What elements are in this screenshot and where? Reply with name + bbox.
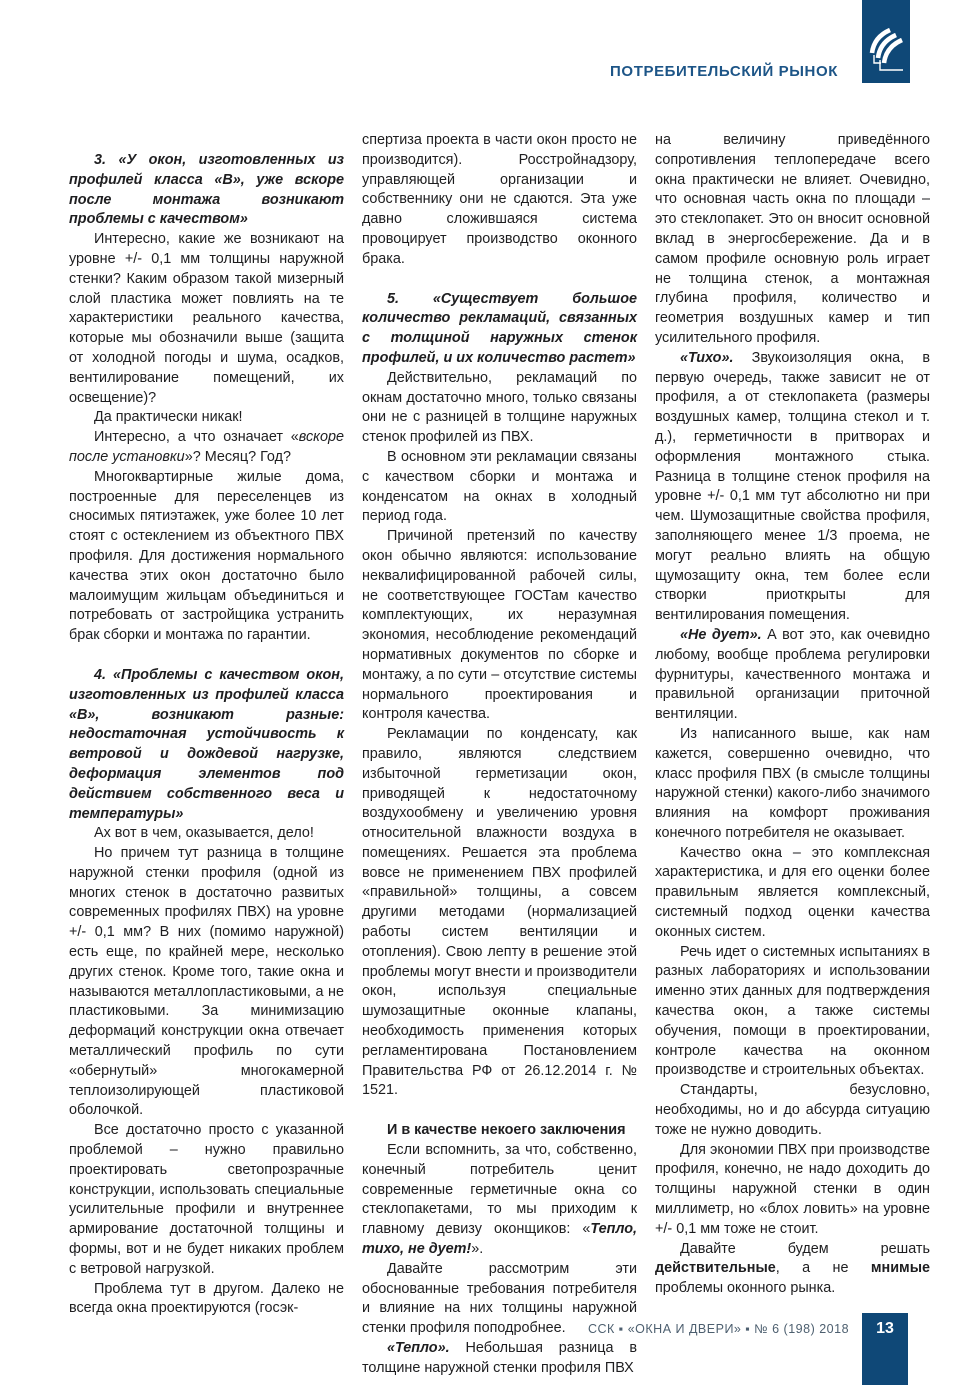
text-segment: В основном эти рекламации связаны с качеством сборки и монтажа и конденсатом на окнах в холодный период года. [362, 448, 637, 525]
paragraph [69, 230, 344, 408]
text-segment: 4. «Проблемы с качеством окон, изготовленных из профилей класса «В», возникают разные: недостаточная устойчивость к ветровой и дождевой нагрузке, деформация элементов под действием собственного веса и температуры» [69, 666, 344, 822]
paragraph [655, 1081, 930, 1140]
paragraph [655, 349, 930, 626]
text-segment: Причиной претензий по качеству окон обычно являются: использование неквалифицированной рабочей силы, не соответствующее ГОСТам качество комплектующих, их неразумная экономия, несоблюдение рекомендаций нормативных документов по сборке и монтажу, а по сути – отсутствие системы нормального проектирования и контроля качества. [362, 528, 637, 723]
paragraph [362, 448, 637, 527]
text-segment: Проблема тут в другом. Далеко не всегда окна проектируются (госэк- [69, 1280, 344, 1317]
paragraph [362, 1339, 637, 1379]
text-segment: Давайте рассмотрим эти обоснованные требования потребителя и влияние на них толщины наружной стенки профиля поподробнее. [362, 1260, 637, 1337]
magazine-logo [862, 0, 910, 83]
text-segment: Стандарты, безусловно, необходимы, но и до абсурда ситуацию тоже не нужно доводить. [655, 1082, 930, 1138]
article-heading [69, 666, 344, 824]
article-heading [362, 1121, 637, 1141]
paragraph [69, 408, 344, 428]
text-segment: Речь идет о системных испытаниях в разных лабораториях и использовании именно этих данных для подтверждения качества окон, а также системы обучения, помощи в проектировании, контроле качества на оконном производстве и строительных объектах. [655, 943, 930, 1079]
text-segment: Многоквартирные жилые дома, построенные для переселенцев из сносимых пятиэтажек, уже более 10 лет стоят с остеклением из объектного ПВХ профиля. Для достижения нормального качества этих окон достаточно было малоимущим жильцам объединиться и потребовать от застройщика устранить брак сборки и монтажа по гарантии. [69, 468, 344, 644]
text-segment: Интересно, какие же возникают на уровне +/- 0,1 мм толщины наружной стенки? Каким образом такой мизерный слой пластика может повлиять на те характеристики реального качества, которые мы обозначили выше (защита от холодной погоды и шума, осадков, вентилирование помещений, их освещение)? [69, 231, 344, 406]
text-segment: »? Месяц? Год? [184, 448, 291, 465]
text-segment: Звукоизоляция окна, в первую очередь, также зависит не от профиля, а от стеклопакета (размеры воздушных камер, толщина стекол и т. д.), герметичности в притворах и оформления монтажного стыка. Разница в толщине стенок профиля на уровне +/- 0,1 мм тут абсолютно ни при чем. Шумозащитные свойства профиля, заполняющего менее 1/3 проема, не могут реально влиять на общую щумозащиту окна, тем более если створки приоткрыты для вентилирования помещения. [655, 349, 930, 624]
footer-journal-line: ССК ▪ «ОКНА И ДВЕРИ» ▪ № 6 (198) 2018 [588, 1322, 850, 1336]
page-number: 13 [876, 1320, 894, 1337]
text-segment: , а не [775, 1260, 871, 1277]
text-segment: Ах вот в чем, оказывается, дело! [94, 825, 314, 842]
text-segment: Небольшая разница в толщине наружной стенки профиля ПВХ [362, 1340, 637, 1376]
text-segment: ». [471, 1241, 484, 1258]
paragraph [655, 725, 930, 844]
section-title: ПОТРЕБИТЕЛЬСКИЙ РЫНОК [610, 63, 838, 80]
text-segment: И в качестве некоего заключения [387, 1122, 626, 1139]
paragraph [655, 844, 930, 943]
text-segment: Из написанного выше, как нам кажется, совершенно очевидно, что класс профиля ПВХ (в смысле толщины наружной стенки) какого-либо значимого влияния на комфорт проживания конечного потребителя не оказывает. [655, 725, 930, 841]
paragraph [69, 1121, 344, 1279]
paragraph [69, 824, 344, 844]
text-segment: Качество окна – это комплексная характеристика, и для его оценки более правильным является комплексный, системный подход оценки качества оконных систем. [655, 844, 930, 940]
text-segment: Да практически никак! [94, 409, 243, 426]
text-segment: «Тепло». [387, 1340, 450, 1357]
paragraph [655, 1141, 930, 1240]
paragraph [655, 626, 930, 725]
text-segment: Интересно, а что означает « [94, 429, 299, 446]
paragraph [655, 1240, 930, 1299]
paragraph [362, 131, 637, 270]
page-number-box [862, 1313, 908, 1385]
text-segment: Все достаточно просто с указанной проблемой – нужно правильно проектировать светопрозрачные конструкции, использовать специальные усилительные профили и внутреннее армирование достаточной толщины и формы, вот и не будет никаких проблем с ветровой нагрузкой. [69, 1122, 344, 1277]
paragraph [69, 1280, 344, 1320]
article-column-1 [69, 131, 344, 1379]
paragraph [655, 131, 930, 349]
paragraph [69, 844, 344, 1121]
text-segment: Для экономии ПВХ при производстве профиля, конечно, не надо доходить до толщины наружной стенки в один миллиметр, но «блох ловить» на уровне +/- 0,1 мм тоже не стоит. [655, 1141, 930, 1237]
text-segment: мнимые [870, 1260, 930, 1277]
text-segment: 5. «Существует большое количество рекламаций, связанных с толщиной наружных стенок профилей, и их количество растет» [362, 290, 637, 366]
text-segment: Рекламации по конденсату, как правило, являются следствием избыточной герметизации окон, приводящей к недостаточному воздухообмену и увеличению уровня относительной влажности воздуха в помещениях. Решается эта проблема вовсе не применением ПВХ профилей «правильной» толщины, а совсем другими методами (нормализацией работы систем вентиляции и отопления). Свою лепту в решение этой проблемы могут внести и производители окон, используя специальные шумозащитные оконные клапаны, необходимость применения которых регламентирована Постановлением Правительства РФ от 26.12.2014 г. № 1521. [362, 726, 637, 1099]
paragraph [69, 468, 344, 646]
text-segment: Тепло, тихо, не дует! [362, 1221, 637, 1258]
text-segment: 3. «У окон, изготовленных из профилей класса «В», уже вскоре после монтажа возникают проблемы с качеством» [69, 152, 344, 228]
article-heading [362, 290, 637, 369]
ssk-logo-icon [865, 22, 907, 74]
text-segment: на величину приведённого сопротивления теплопередаче всего окна практически не влияет. Очевидно, что основная часть окна по площади – это стеклопакет. Это он вносит основной вклад в энергосбережение. Да и в самом профиле основную роль играет не толщина стенок, а монтажная глубина профиля, количество и геометрия воздушных камер и тип усилительного профиля. [655, 132, 930, 346]
text-segment: «Не дует». [680, 626, 762, 643]
paragraph [362, 369, 637, 448]
text-segment: действительные [655, 1260, 776, 1277]
article-column-2 [362, 131, 637, 1379]
text-segment: вскоре после установки [69, 429, 344, 465]
text-segment: «Тихо». [680, 349, 734, 366]
text-segment: А вот это, как очевидно любому, вообще проблема регулировки фурнитуры, качественного монтажа и правильной организации приточной вентиляции. [655, 626, 930, 723]
text-segment: спертиза проекта в части окон просто не производится). Росстройнадзору, управляющей организации и собственнику они не сдаются. Эта уже давно сложившаяся система провоцирует производство оконного брака. [362, 132, 637, 267]
paragraph [362, 725, 637, 1101]
paragraph [362, 527, 637, 725]
text-segment: Но причем тут разница в толщине наружной стенки профиля (одной из многих стенок в достаточно развитых современных профилях ПВХ) на уровне +/- 0,1 мм? В них (помимо наружной) есть еще, по крайней мере, несколько других стенок. Кроме того, такие окна и называются металлопластиковыми, а не пластиковыми. За минимизацию деформаций конструкции окна отвечает металлический профиль по сути «обернутый» многокамерной теплоизолирующей пластиковой оболочкой. [69, 845, 344, 1119]
text-segment: проблемы оконного рынка. [655, 1280, 836, 1297]
text-segment: Если вспомнить, за что, собственно, конечный потребитель ценит современные герметичные окна со стеклопакетами, то мы приходим к главному девизу оконщиков: « [362, 1142, 637, 1238]
paragraph [69, 428, 344, 468]
paragraph [362, 1141, 637, 1260]
text-segment: Давайте будем решать [680, 1240, 930, 1257]
paragraph [655, 943, 930, 1082]
article-column-3 [655, 131, 930, 1379]
article-heading [69, 151, 344, 230]
text-segment: Действительно, рекламаций по окнам достаточно много, только связаны они не с разницей в толщине наружных стенок профилей из ПВХ. [362, 369, 637, 446]
article-columns [69, 131, 930, 1379]
